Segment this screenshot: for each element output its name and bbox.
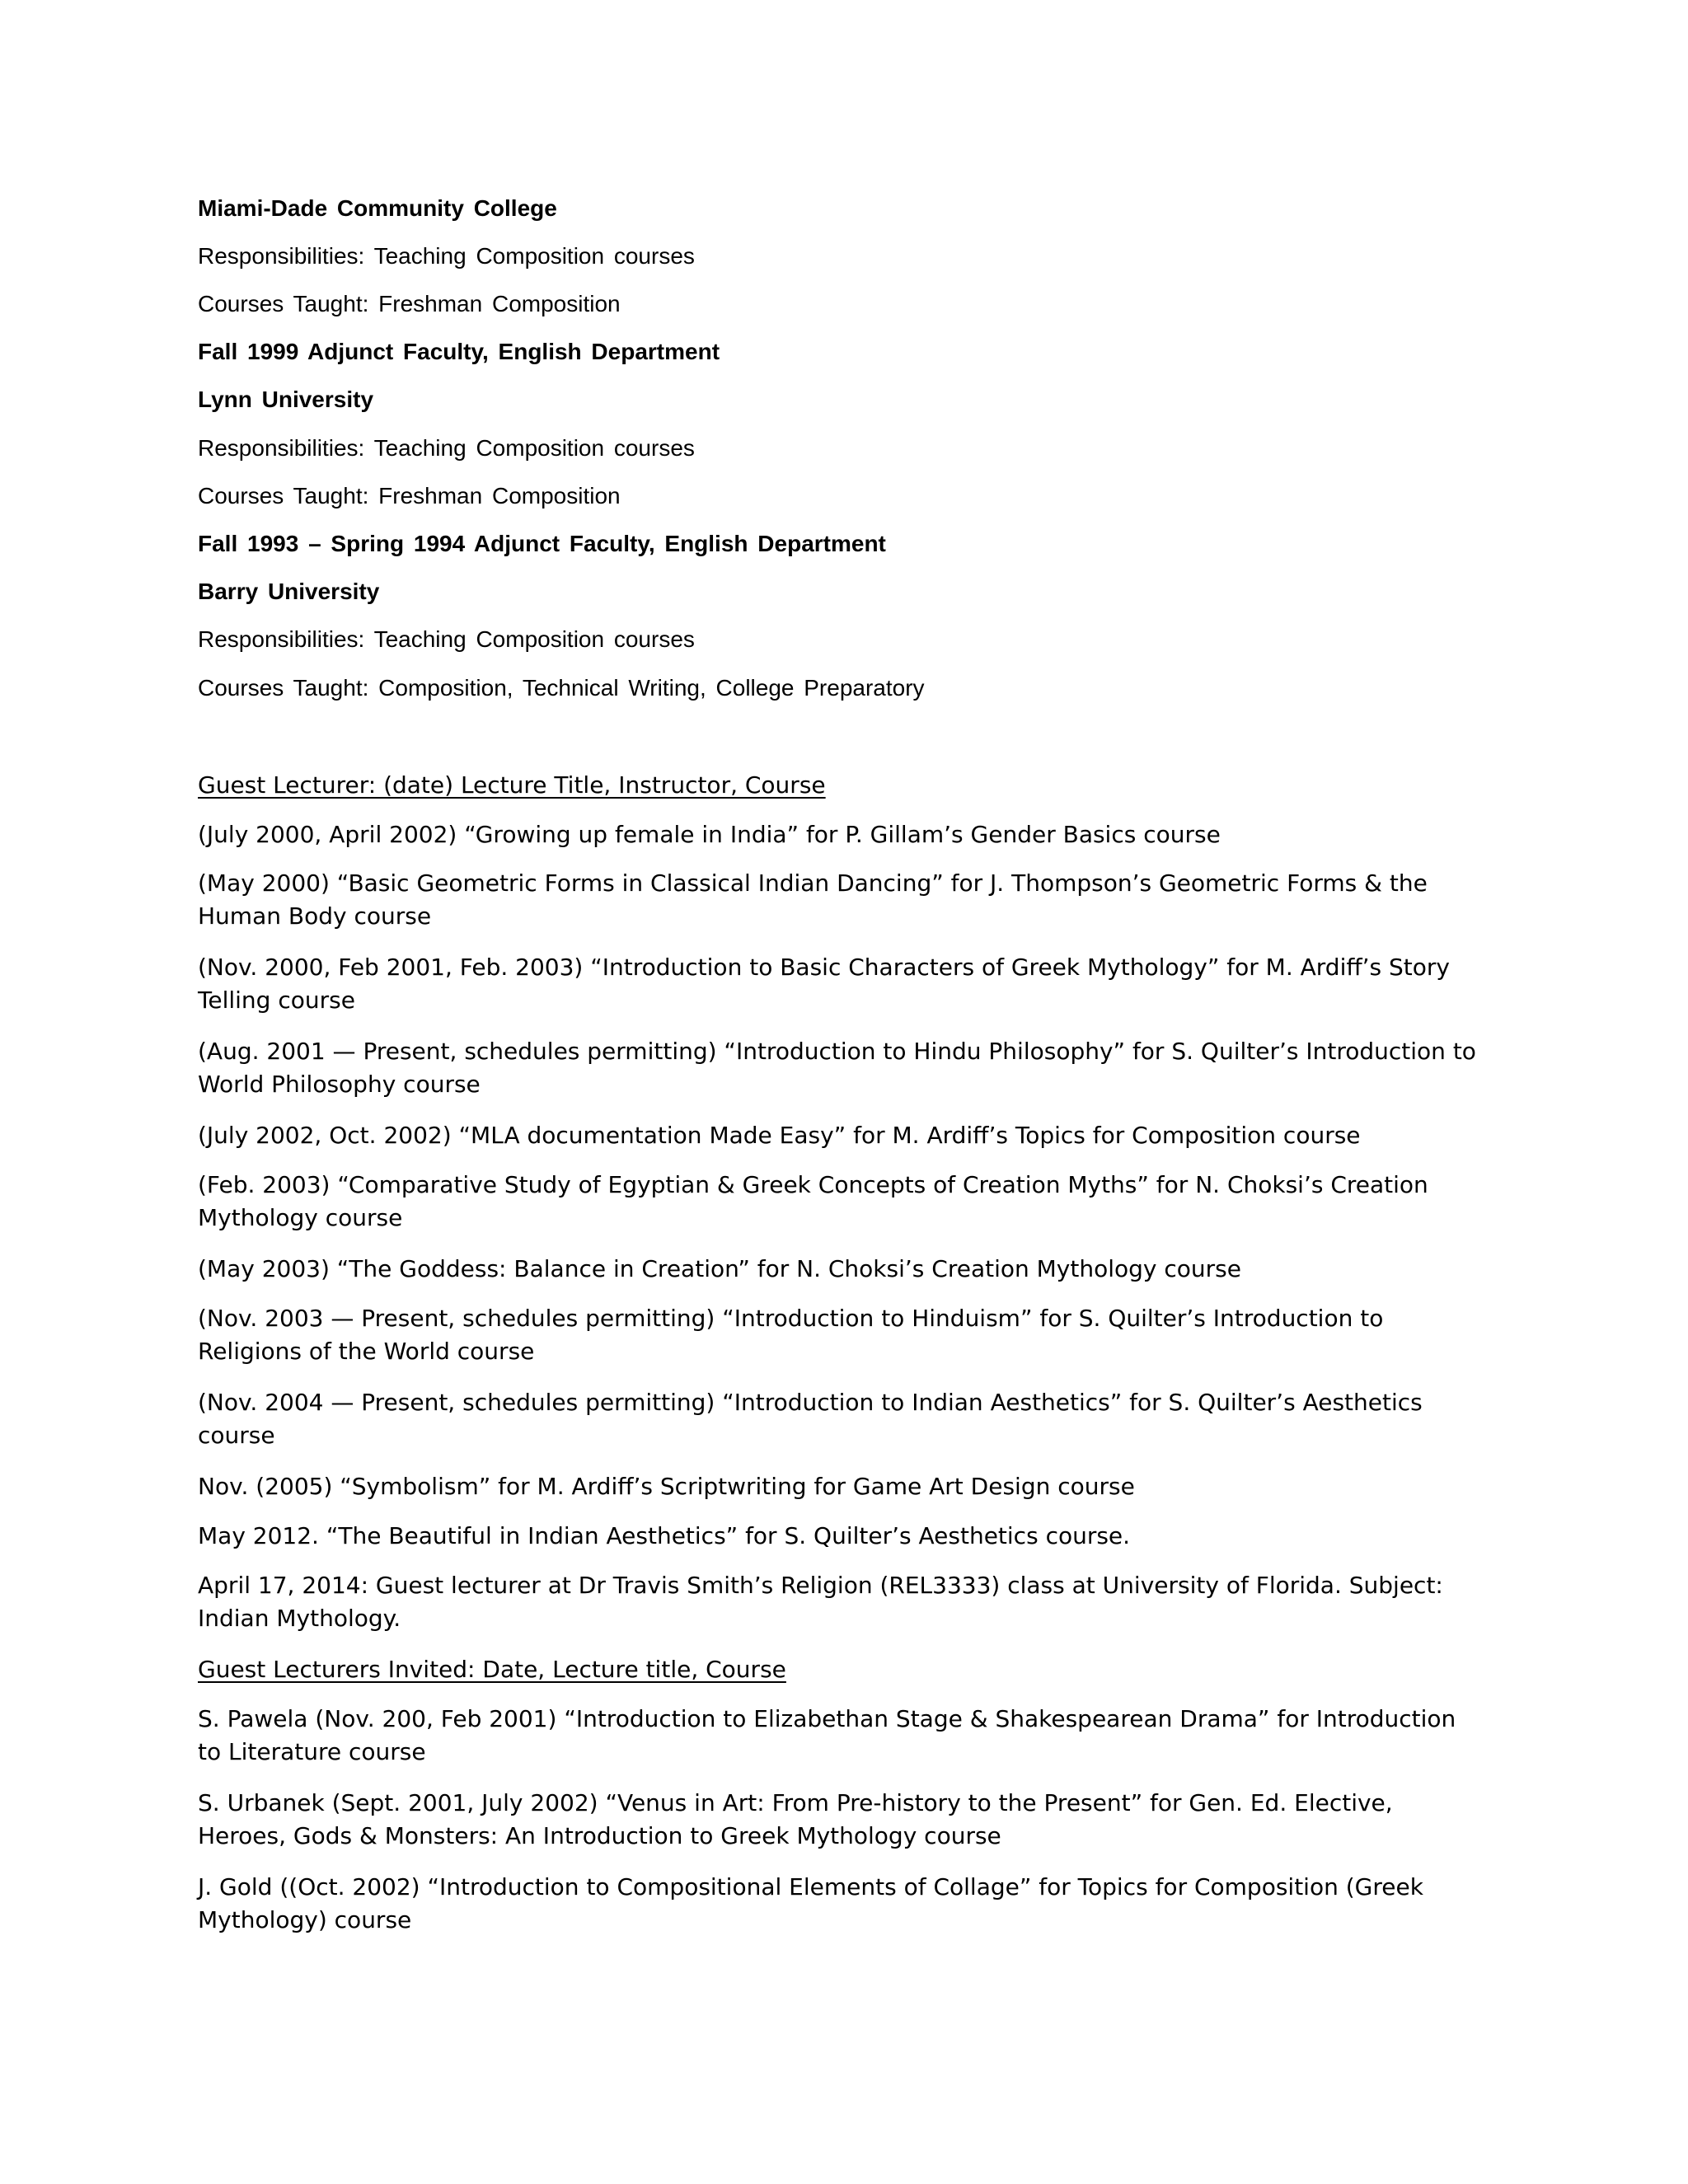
guest-lecturer-heading: Guest Lecturer: (date) Lecture Title, Instructor, Course — [198, 771, 826, 799]
courses-taught-line: Courses Taught: Freshman Composition — [198, 483, 621, 509]
responsibilities-line: Responsibilities: Teaching Composition courses — [198, 435, 695, 461]
courses-taught-line: Courses Taught: Composition, Technical Writing, College Preparatory — [198, 675, 925, 701]
invited-lecture-entry: S. Urbanek (Sept. 2001, July 2002) “Venus in Art: From Pre-history to the Present” for Gen. Ed. Elective, Heroes, Gods & Monsters: An Introduction to Greek Mythology course — [198, 1789, 1393, 1849]
lecture-entry: May 2012. “The Beautiful in Indian Aesthetics” for S. Quilter’s Aesthetics course. — [198, 1522, 1131, 1549]
lecture-entry: (Nov. 2000, Feb 2001, Feb. 2003) “Introduction to Basic Characters of Greek Mythology” for M. Ardiff’s Story Telling course — [198, 954, 1450, 1014]
lecture-entry: (May 2000) “Basic Geometric Forms in Classical Indian Dancing” for J. Thompson’s Geometric Forms & the Human Body course — [198, 869, 1428, 930]
position-title: Fall 1999 Adjunct Faculty, English Department — [198, 339, 720, 364]
institution-name: Lynn University — [198, 387, 374, 412]
lecture-entry: (Nov. 2004 — Present, schedules permitting) “Introduction to Indian Aesthetics” for S. Quilter’s Aesthetics course — [198, 1389, 1423, 1449]
lecture-entry: (July 2002, Oct. 2002) “MLA documentation Made Easy” for M. Ardiff’s Topics for Composition course — [198, 1122, 1361, 1149]
position-title: Fall 1993 – Spring 1994 Adjunct Faculty, English Department — [198, 531, 886, 556]
invited-lecture-entry: J. Gold ((Oct. 2002) “Introduction to Compositional Elements of Collage” for Topics for Composition (Greek Mythology) course — [198, 1873, 1423, 1933]
guest-lecturers-invited-heading: Guest Lecturers Invited: Date, Lecture title, Course — [198, 1656, 786, 1683]
lecture-entry: April 17, 2014: Guest lecturer at Dr Travis Smith’s Religion (REL3333) class at University of Florida. Subject: Indian Mythology. — [198, 1572, 1443, 1632]
responsibilities-line: Responsibilities: Teaching Composition courses — [198, 626, 695, 652]
invited-lecture-entry: S. Pawela (Nov. 200, Feb 2001) “Introduction to Elizabethan Stage & Shakespearean Drama” for Introduction to Literature course — [198, 1705, 1456, 1765]
lecture-entry: (Nov. 2003 — Present, schedules permitting) “Introduction to Hinduism” for S. Quilter’s Introduction to Religions of the World course — [198, 1305, 1384, 1365]
lecture-entry: (July 2000, April 2002) “Growing up female in India” for P. Gillam’s Gender Basics course — [198, 821, 1221, 848]
courses-taught-line: Courses Taught: Freshman Composition — [198, 291, 621, 316]
lecture-entry: (Aug. 2001 — Present, schedules permitting) “Introduction to Hindu Philosophy” for S. Quilter’s Introduction to World Philosophy course — [198, 1038, 1476, 1098]
institution-name: Barry University — [198, 579, 380, 604]
lecture-entry: Nov. (2005) “Symbolism” for M. Ardiff’s Scriptwriting for Game Art Design course — [198, 1473, 1135, 1500]
lecture-entry: (May 2003) “The Goddess: Balance in Creation” for N. Choksi’s Creation Mythology course — [198, 1255, 1241, 1282]
lecture-entry: (Feb. 2003) “Comparative Study of Egyptian & Greek Concepts of Creation Myths” for N. Choksi’s Creation Mythology course — [198, 1171, 1428, 1231]
institution-name: Miami-Dade Community College — [198, 195, 557, 221]
responsibilities-line: Responsibilities: Teaching Composition courses — [198, 243, 695, 269]
